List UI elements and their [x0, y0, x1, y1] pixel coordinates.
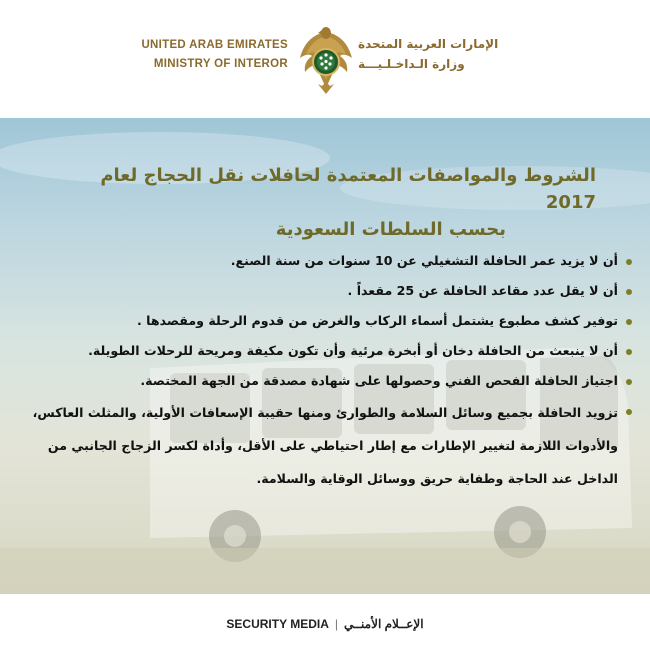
- header-en-line1: UNITED ARAB EMIRATES: [141, 39, 288, 51]
- header-en-line2: MINISTRY OF INTEROR: [153, 58, 288, 70]
- footer-ar: الإعــلام الأمنــي: [344, 617, 424, 631]
- header-english-name: [128, 36, 288, 74]
- list-item: توفير كشف مطبوع يشتمل أسماء الركاب والغرض من قدوم الرحلة ومقصدها .: [14, 306, 632, 336]
- main-panel: [0, 118, 650, 594]
- header-arabic-name: [358, 34, 528, 74]
- header-ar-line2: وزارة الـداخـلـيـــة: [358, 57, 465, 71]
- list-item: أن لا يقل عدد مقاعد الحافلة عن 25 مقعداً .: [14, 276, 632, 306]
- footer: [0, 594, 650, 650]
- list-item: تزويد الحافلة بجميع وسائل السلامة والطوارئ ومنها حقيبة الإسعافات الأولية، والمثلث العاكس، والأدوات اللازمة لتغيير الإطارات مع إطار احتياطي على الأقل، وأداة لكسر الزجاج الجانبي من الداخل عند الحاجة وطفاية حريق ووسائل الوقاية والسلامة.: [14, 396, 632, 495]
- list-item: اجتياز الحافلة الفحص الفني وحصولها على شهادة مصدقة من الجهة المختصة.: [14, 366, 632, 396]
- header-ar-line1: الإمارات العربية المتحدة: [358, 37, 499, 51]
- uae-falcon-emblem-icon: [296, 24, 356, 96]
- footer-separator: |: [334, 617, 339, 631]
- list-item: أن لا يزيد عمر الحافلة التشغيلي عن 10 سنوات من سنة الصنع.: [14, 246, 632, 276]
- header: [0, 0, 650, 118]
- footer-credit: [0, 617, 650, 631]
- title-line2: بحسب السلطات السعودية: [275, 219, 506, 240]
- page-title: [60, 162, 596, 243]
- footer-en: SECURITY MEDIA: [226, 617, 329, 631]
- title-line1: الشروط والمواصفات المعتمدة لحافلات نقل الحجاج لعام 2017: [100, 165, 596, 213]
- list-item: أن لا ينبعث من الحافلة دخان أو أبخرة مرئية وأن تكون مكيفة ومريحة للرحلات الطويلة.: [14, 336, 632, 366]
- requirements-list: [14, 246, 632, 495]
